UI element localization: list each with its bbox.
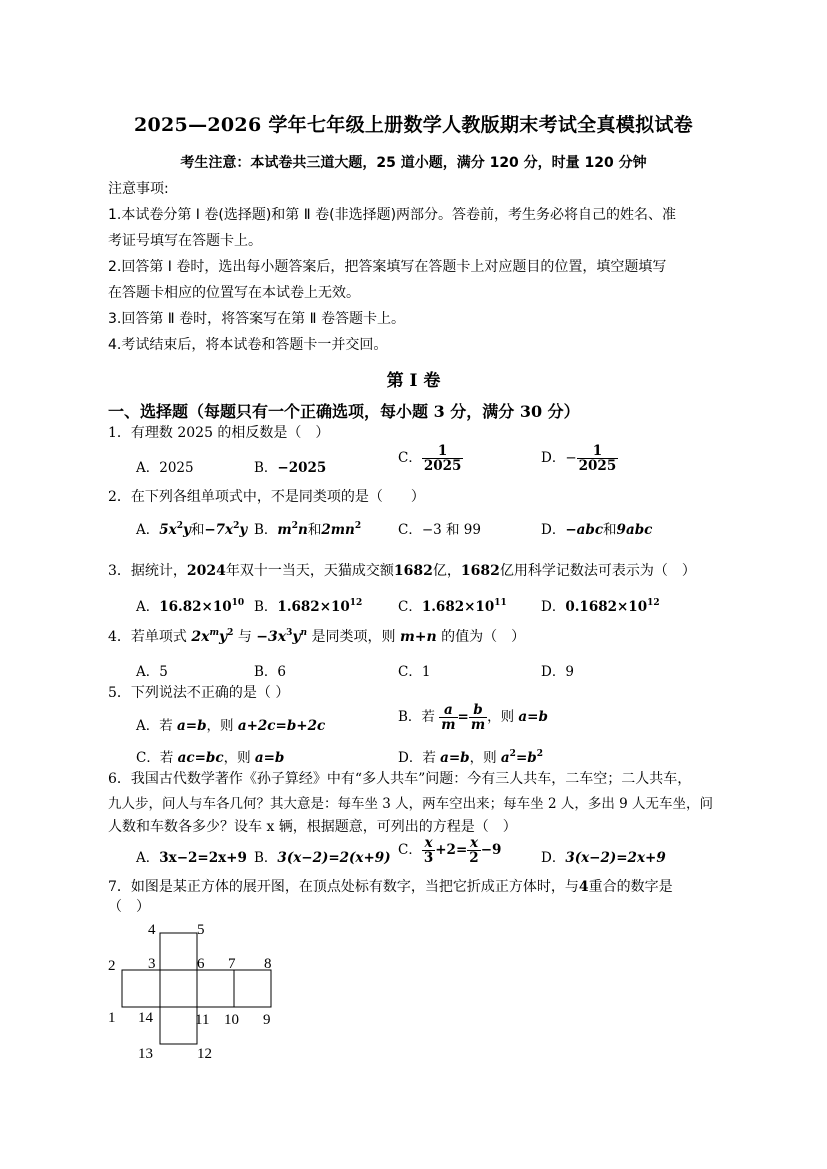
q3-option-b: B．$1.682\times 10^{12}$ xyxy=(254,598,363,615)
exam-notice: 考生注意：本试卷共三道大题，25 道小题，满分 120 分，时量 120 分钟 xyxy=(180,155,647,171)
q6-line-2: 九人步，问人与车各几何？其大意是：每车坐 3 人，两车空出来；每车坐 2 人，多出 9 人无车坐，问 xyxy=(108,796,714,812)
q6-line-1: 6．我国古代数学著作《孙子算经》中有“多人共车”问题：今有三人共车，二车空；二人共车， xyxy=(108,771,692,787)
q5-stem: 5．下列说法不正确的是（ ） xyxy=(108,685,290,701)
note-3: 3.回答第 Ⅱ 卷时，将答案写在第 Ⅱ 卷答题卡上。 xyxy=(108,311,405,327)
page-title: 2025—2026 学年七年级上册数学人教版期末考试全真模拟试卷 xyxy=(134,114,693,136)
q3-stem: 3．据统计，2024年双十一当天，天猫成交额1682亿，1682亿用科学记数法可表示为（ ） xyxy=(108,563,696,579)
q6-option-b: B．3(x−2)=2(x+9) xyxy=(254,850,391,866)
q4-stem: 4．若单项式 $2x^my^2$ 与 $-3x^3y^n$ 是同类项，则 m+n 的值为（ ） xyxy=(108,628,526,645)
net-label-13: 13 xyxy=(138,1046,153,1062)
q4-option-a: A．5 xyxy=(136,664,168,680)
net-label-6: 6 xyxy=(197,956,205,972)
net-label-3: 3 xyxy=(148,956,156,972)
net-label-4: 4 xyxy=(148,922,156,938)
q6-line-3: 人数和车数各多少？设车 x 辆，根据题意，可列出的方程是（ ） xyxy=(108,819,517,835)
note-1b: 考证号填写在答题卡上。 xyxy=(108,233,262,249)
note-2b: 在答题卡相应的位置写在本试卷上无效。 xyxy=(108,285,360,301)
q5-option-b: B．若 $\frac{a}{m}$ = $\frac{b}{m}$ ，则 a=b xyxy=(398,702,548,733)
q6-option-d: D．3(x−2)=2x+9 xyxy=(541,850,666,866)
cube-net-figure xyxy=(104,918,284,1068)
q5-option-d: D．若 a=b，则 $a^2=b^2$ xyxy=(398,749,543,766)
net-label-1: 1 xyxy=(108,1010,116,1026)
q7-line-2: （ ） xyxy=(108,899,150,915)
net-label-11: 11 xyxy=(195,1012,210,1028)
q4-option-c: C．1 xyxy=(398,664,431,680)
note-2a: 2.回答第 Ⅰ 卷时，选出每小题答案后，把答案填写在答题卡上对应题目的位置，填空题填写 xyxy=(108,259,667,275)
q5-option-a: A．若 a=b，则 a+2c=b+2c xyxy=(136,718,326,734)
q1-option-d: D．− $\frac{1}{2025}$ xyxy=(541,443,617,474)
notes-heading: 注意事项: xyxy=(108,181,169,197)
note-1a: 1.本试卷分第 Ⅰ 卷(选择题)和第 Ⅱ 卷(非选择题)两部分。答卷前，考生务必将自己的姓名、准 xyxy=(108,207,677,223)
q3-option-c: C．$1.682\times 10^{11}$ xyxy=(398,598,507,615)
q5-option-c: C．若 ac=bc，则 a=b xyxy=(136,750,285,766)
q3-option-d: D．$0.1682\times 10^{12}$ xyxy=(541,598,660,615)
q6-option-c: C． $\frac{x}{3}$ +2= $\frac{x}{2}$ −9 xyxy=(398,835,502,866)
q2-option-a: A．$5x^2y$和$-7x^2y$ xyxy=(136,521,248,538)
q3-option-a: A．$16.82\times 10^{10}$ xyxy=(136,598,245,615)
net-label-14: 14 xyxy=(138,1010,153,1026)
net-label-10: 10 xyxy=(224,1012,239,1028)
q1-stem: 1．有理数 2025 的相反数是（ ） xyxy=(108,425,330,441)
net-label-12: 12 xyxy=(197,1046,212,1062)
net-label-9: 9 xyxy=(263,1012,271,1028)
net-label-8: 8 xyxy=(264,956,272,972)
section-heading: 一、选择题（每题只有一个正确选项，每小题 3 分，满分 30 分） xyxy=(108,402,580,421)
volume-heading: 第 I 卷 xyxy=(386,371,441,391)
q1-option-a: A．2025 xyxy=(136,460,194,476)
q2-option-c: C．−3 和 99 xyxy=(398,522,481,538)
net-label-5: 5 xyxy=(197,922,205,938)
q2-option-b: B．$m^2n$和$2mn^2$ xyxy=(254,521,362,538)
q4-option-b: B．6 xyxy=(254,664,287,680)
q2-option-d: D．−abc和9abc xyxy=(541,522,653,538)
net-label-2: 2 xyxy=(108,958,116,974)
q2-stem: 2．在下列各组单项式中，不是同类项的是（ ） xyxy=(108,489,425,505)
q6-option-a: A．3x−2=2x+9 xyxy=(136,850,247,866)
note-4: 4.考试结束后，将本试卷和答题卡一并交回。 xyxy=(108,337,388,353)
q1-option-c: C． $\frac{1}{2025}$ xyxy=(398,443,462,474)
net-label-7: 7 xyxy=(228,956,236,972)
q4-option-d: D．9 xyxy=(541,664,574,680)
q7-line-1: 7．如图是某正方体的展开图，在顶点处标有数字，当把它折成正方体时，与4重合的数字是 xyxy=(108,879,673,895)
q1-option-b: B．−2025 xyxy=(254,460,327,476)
